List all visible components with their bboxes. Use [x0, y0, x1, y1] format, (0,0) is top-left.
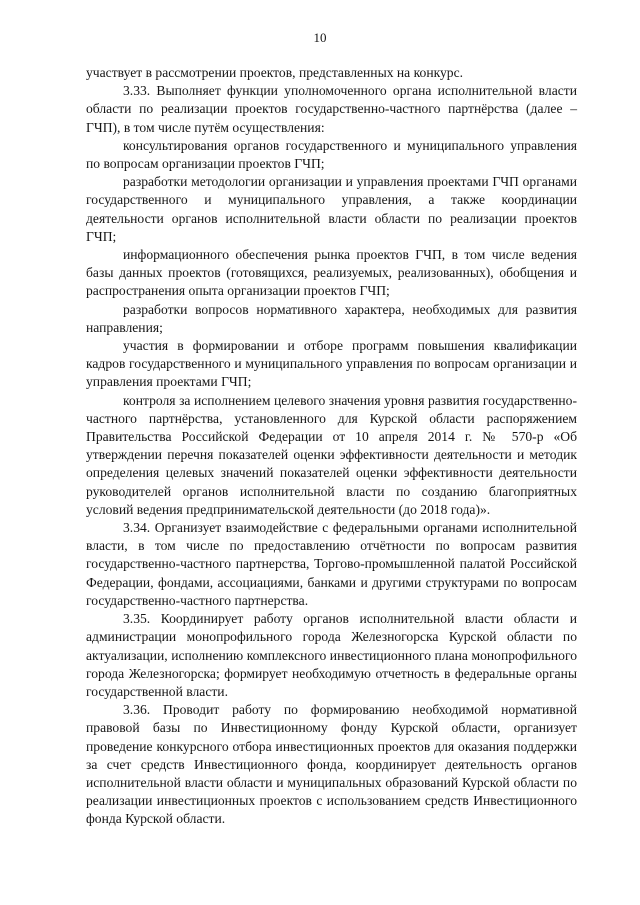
body-text	[86, 64, 577, 829]
paragraph-continuation: участвует в рассмотрении проектов, представленных на конкурс.	[86, 65, 464, 80]
paragraph-3-33: 3.33. Выполняет функции уполномоченного органа исполнительной власти области по реализации проектов государственно-частного партнёрства (далее – ГЧП), в том числе путём осуществления:	[86, 83, 577, 135]
paragraph-3-36: 3.36. Проводит работу по формированию необходимой нормативной правовой базы по Инвестиционному фонду Курской области, организует проведение конкурсного отбора инвестиционных проектов для оказания поддержки за счет средств Инвестиционного фонда, координирует деятельность органов исполнительной власти области и муниципальных образований Курской области по реализации инвестиционных проектов с использованием средств Инвестиционного фонда Курской области.	[86, 702, 577, 827]
list-item-methodology: разработки методологии организации и управления проектами ГЧП органами государственного и муниципального управления, а также координации деятельности органов исполнительной власти области по реализации проектов ГЧП;	[86, 174, 577, 244]
list-item-normative: разработки вопросов нормативного характера, необходимых для развития направления;	[86, 301, 577, 335]
page-number: 10	[313, 30, 327, 45]
list-item-information: информационного обеспечения рынка проектов ГЧП, в том числе ведения базы данных проектов (готовящихся, реализуемых, реализованных), обобщения и распространения опыта организации проектов ГЧП;	[86, 247, 577, 299]
list-item-training: участия в формировании и отборе программ повышения квалификации кадров государственного и муниципального управления по вопросам организации и управления проектами ГЧП;	[86, 338, 577, 390]
list-item-control: контроля за исполнением целевого значения уровня развития государственно-частного партнёрства, установленного для Курской области распоряжением Правительства Российской Федерации от 10 апреля 2014 г. № 570-р «Об утверждении перечня показателей оценки эффективности деятельности и методик определения целевых значений показателей оценки эффективности деятельности руководителей органов исполнительной власти по созданию благоприятных условий ведения предпринимательской деятельности (до 2018 года)».	[86, 392, 577, 517]
paragraph-3-34: 3.34. Организует взаимодействие с федеральными органами исполнительной власти, в том числе по предоставлению отчётности по вопросам развития государственно-частного партнерства, Торгово-промышленной палатой Российской Федерации, фондами, ассоциациями, банками и другими структурами по вопросам государственно-частного партнерства.	[86, 520, 577, 608]
list-item-consulting: консультирования органов государственного и муниципального управления по вопросам организации проектов ГЧП;	[86, 137, 577, 172]
paragraph-3-35: 3.35. Координирует работу органов исполнительной власти области и администрации монопрофильного города Железногорска Курской области по актуализации, исполнению комплексного инвестиционного плана монопрофильного города Железногорска; формирует необходимую отчетность в федеральные органы государственной власти.	[86, 611, 577, 699]
